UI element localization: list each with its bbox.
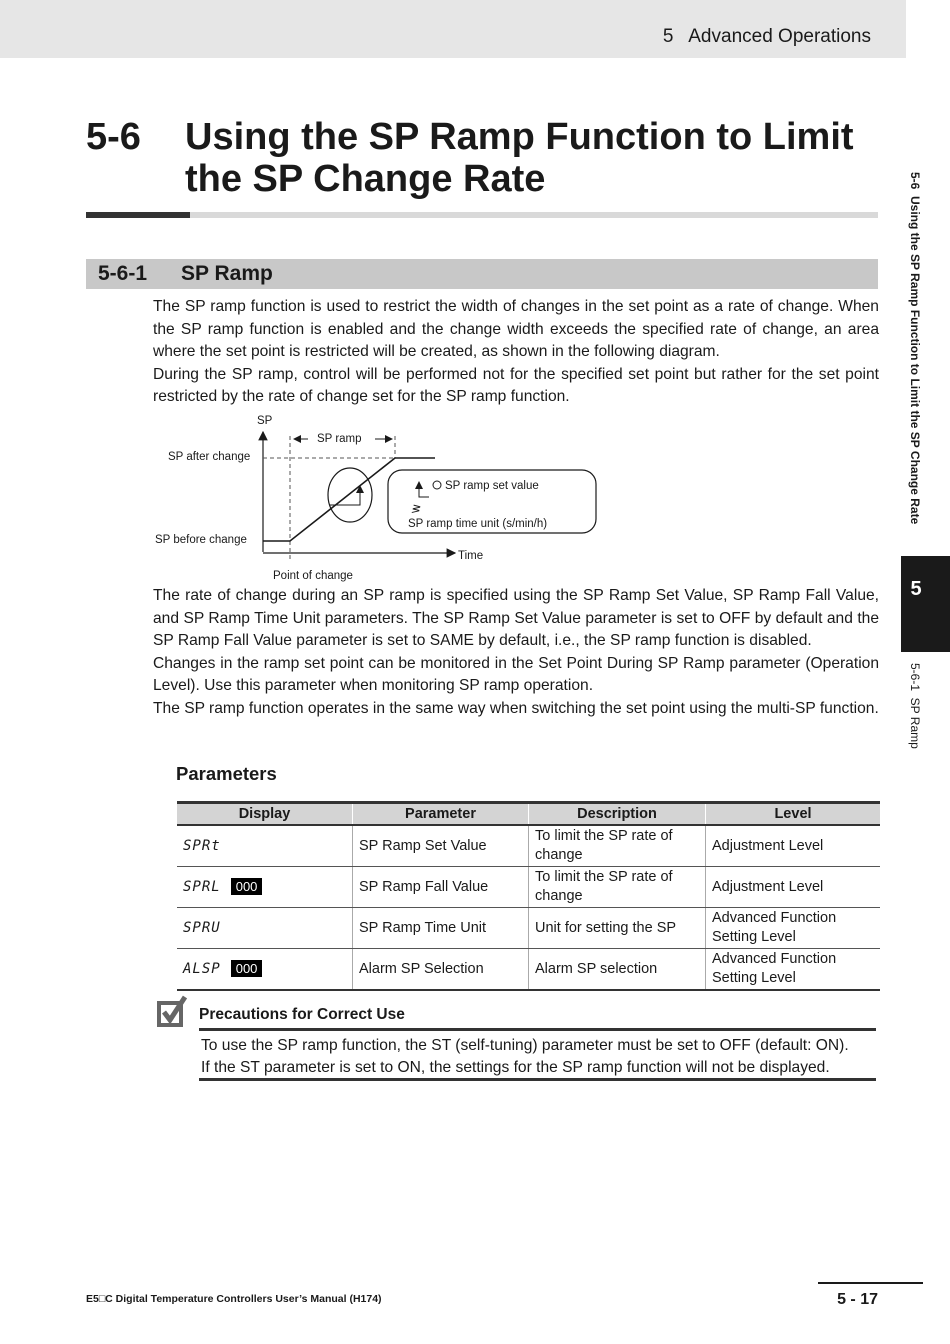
intro-paragraph: The SP ramp function is used to restrict the width of changes in the set point as a rate of change. When the SP ramp function is enabled and the change width exceeds the specified rate of change, an area where the set point is restricted will be created, as shown in the following diagram. During the SP ramp, control will be performed not for the specified set point but rather for the set point restricted by the rate of change set for the SP ramp function. — [153, 298, 879, 405]
footer-rule — [818, 1282, 923, 1284]
parameters-heading: Parameters — [176, 763, 277, 784]
footer-manual-title: E5□C Digital Temperature Controllers User’s Manual (H174) — [86, 1293, 382, 1305]
chapter-tab — [901, 556, 950, 652]
precautions-rule-bottom — [199, 1078, 876, 1081]
title-rule — [190, 212, 878, 218]
side-section-label: 5-6 Using the SP Ramp Function to Limit the SP Change Rate — [908, 172, 922, 525]
column-header-description: Description — [529, 803, 706, 826]
rate-paragraph: The rate of change during an SP ramp is specified using the SP Ramp Set Value, SP Ramp Fall Value, and SP Ramp Time Unit parameters. The SP Ramp Set Value parameter is set to OFF by default and the SP Ramp Fall Value parameter is set to SAME by default, i.e., the SP ramp function is disabled. Changes in the ramp set point can be monitored in the Set Point During SP Ramp parameter (Operation Level). Use this parameter when monitoring SP ramp operation. The SP ramp function operates in the same way when switching the set point using the multi-SP function. — [153, 587, 879, 717]
display-code: ALSP — [183, 960, 221, 977]
display-code: SPRU — [183, 919, 221, 936]
description-cell: To limit the SP rate of change — [529, 825, 706, 867]
label-sp-ramp-time-unit: SP ramp time unit (s/min/h) — [408, 518, 548, 530]
label-sp-ramp-set-value: SP ramp set value — [445, 480, 539, 492]
display-cell — [177, 825, 353, 867]
display-cell — [177, 908, 353, 949]
chapter-header: 5 Advanced Operations — [662, 26, 871, 47]
description-cell: Alarm SP selection — [529, 949, 706, 991]
label-sp-ramp: SP ramp — [317, 433, 362, 445]
display-cell — [177, 867, 353, 908]
side-subsection-label: 5-6-1 SP Ramp — [908, 663, 922, 749]
slope-triangle — [330, 488, 360, 505]
display-value-box: 000 — [231, 878, 263, 895]
table-row — [177, 867, 880, 908]
level-cell: Advanced Function Setting Level — [706, 908, 881, 949]
label-y-axis: SP — [257, 415, 273, 427]
parameter-cell: Alarm SP Selection — [353, 949, 529, 991]
title-rule-accent — [86, 212, 190, 218]
subsection-title: SP Ramp — [181, 262, 273, 285]
level-cell: Advanced Function Setting Level — [706, 949, 881, 991]
parameters-table — [177, 801, 880, 991]
column-header-display: Display — [177, 803, 353, 826]
parameter-cell: SP Ramp Time Unit — [353, 908, 529, 949]
precautions-title: Precautions for Correct Use — [199, 1006, 405, 1023]
label-sp-before-change: SP before change — [155, 534, 247, 546]
display-cell — [177, 949, 353, 991]
table-row — [177, 825, 880, 867]
time-unit-glyph: ᕒ — [411, 504, 420, 516]
table-row — [177, 908, 880, 949]
chapter-tab-number: 5 — [910, 578, 922, 600]
parameter-cell: SP Ramp Fall Value — [353, 867, 529, 908]
ramp-highlight-circle — [328, 468, 372, 522]
display-code: SPRt — [183, 837, 221, 854]
subsection-number: 5-6-1 — [98, 262, 148, 285]
column-header-level: Level — [706, 803, 881, 826]
parameter-cell: SP Ramp Set Value — [353, 825, 529, 867]
label-x-axis: Time — [458, 550, 484, 562]
precaution-checkmark-icon — [156, 995, 188, 1029]
section-title: Using the SP Ramp Function to Limit the SP Change Rate — [185, 116, 854, 200]
description-cell: Unit for setting the SP — [529, 908, 706, 949]
display-value-box: 000 — [231, 960, 263, 977]
level-cell: Adjustment Level — [706, 867, 881, 908]
level-cell: Adjustment Level — [706, 825, 881, 867]
description-cell: To limit the SP rate of change — [529, 867, 706, 908]
precautions-body: To use the SP ramp function, the ST (self-tuning) parameter must be set to OFF (default: ON). If the ST parameter is set to ON, the settings for the SP ramp function will not be displayed. — [201, 1037, 849, 1076]
section-number: 5-6 — [86, 116, 141, 158]
leader-icon — [433, 481, 441, 489]
column-header-parameter: Parameter — [353, 803, 529, 826]
label-point-of-change: Point of change — [273, 570, 353, 582]
table-header-row — [177, 803, 880, 826]
precautions-rule-top — [199, 1028, 876, 1031]
table-row — [177, 949, 880, 991]
page-number: 5 - 17 — [837, 1291, 878, 1308]
sp-ramp-diagram — [150, 410, 610, 585]
display-code: SPRL — [183, 878, 221, 895]
label-sp-after-change: SP after change — [168, 451, 251, 463]
